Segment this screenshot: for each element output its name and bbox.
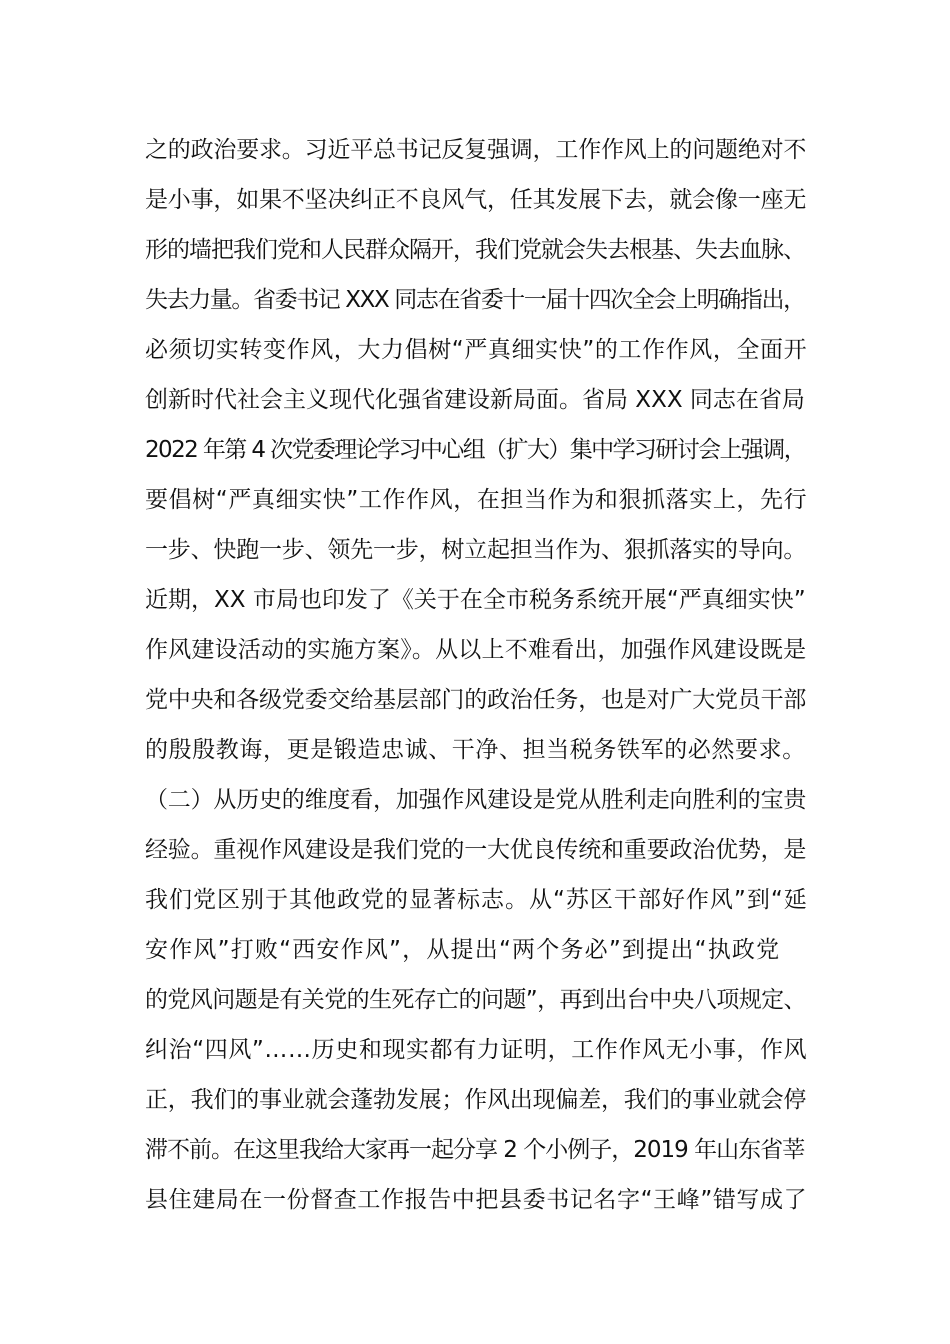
paragraph-line: 形的墙把我们党和人民群众隔开，我们党就会失去根基、失去血脉、 — [145, 237, 805, 263]
paragraph-line: 纠治“四风”……历史和现实都有力证明，工作作风无小事，作风 — [145, 1037, 808, 1063]
paragraph-line: 失去力量。省委书记 XXX 同志在省委十一届十四次全会上明确指出， — [145, 287, 805, 313]
paragraph-line: 安作风”打败“西安作风”，从提出“两个务必”到提出“执政党 — [145, 937, 781, 963]
paragraph-line: 之的政治要求。习近平总书记反复强调，工作作风上的问题绝对不 — [145, 137, 807, 163]
paragraph-line: 2022 年第 4 次党委理论学习中心组（扩大）集中学习研讨会上强调， — [145, 437, 806, 463]
paragraph-line: 要倡树“严真细实快”工作作风，在担当作为和狠抓落实上，先行 — [145, 487, 808, 513]
paragraph-line: 创新时代社会主义现代化强省建设新局面。省局 XXX 同志在省局 — [145, 387, 805, 413]
section-heading-line: （二）从历史的维度看，加强作风建设是党从胜利走向胜利的宝贵 — [145, 787, 807, 813]
paragraph-line: 党中央和各级党委交给基层部门的政治任务，也是对广大党员干部 — [145, 687, 807, 713]
paragraph-line: 近期，XX 市局也印发了《关于在全市税务系统开展“严真细实快” — [145, 587, 806, 613]
paragraph-line: 经验。重视作风建设是我们党的一大优良传统和重要政治优势，是 — [145, 837, 807, 863]
paragraph-line: 必须切实转变作风，大力倡树“严真细实快”的工作作风，全面开 — [145, 337, 808, 363]
paragraph-line: 是小事，如果不坚决纠正不良风气，任其发展下去，就会像一座无 — [145, 187, 807, 213]
paragraph-line: 一步、快跑一步、领先一步，树立起担当作为、狠抓落实的导向。 — [145, 537, 807, 563]
paragraph-line: 县住建局在一份督查工作报告中把县委书记名字“王峰”错写成了 — [145, 1187, 808, 1213]
paragraph-line: 的殷殷教诲，更是锻造忠诚、干净、担当税务铁军的必然要求。 — [145, 737, 806, 763]
paragraph-line: 的党风问题是有关党的生死存亡的问题”，再到出台中央八项规定、 — [145, 987, 806, 1013]
paragraph-line: 作风建设活动的实施方案》。从以上不难看出，加强作风建设既是 — [145, 637, 807, 663]
paragraph-line: 滞不前。在这里我给大家再一起分享 2 个小例子，2019 年山东省莘 — [145, 1137, 805, 1163]
paragraph-line: 正，我们的事业就会蓬勃发展；作风出现偏差，我们的事业就会停 — [145, 1087, 807, 1113]
paragraph-line: 我们党区别于其他政党的显著标志。从“苏区干部好作风”到“延 — [145, 887, 808, 913]
